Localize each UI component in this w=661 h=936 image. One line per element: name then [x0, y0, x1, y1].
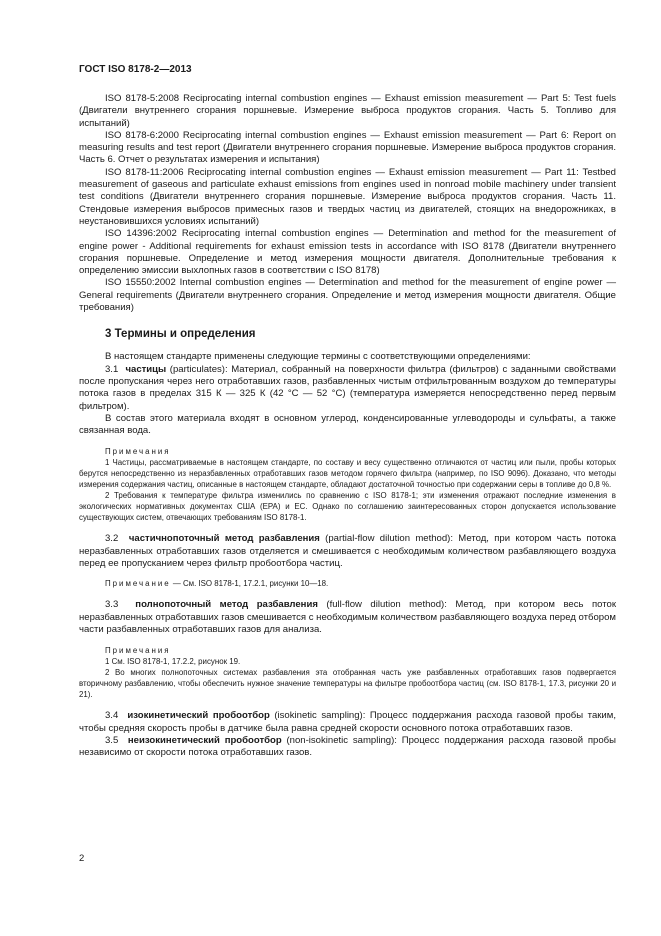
term-number: 3.5: [105, 734, 119, 746]
term-name: частицы: [125, 363, 167, 375]
term-number: 3.3: [105, 599, 119, 611]
term-name: изокинетический пробоотбор: [127, 710, 270, 722]
note-item: 1 См. ISO 8178-1, 17.2.2, рисунок 19.: [105, 657, 241, 667]
note-item: 2 Во многих полнопоточных системах разбавления эта отобранная часть уже разбавленных отработавших газов подвергается вторичному разбавлению, чтобы обеспечить нужное значение температуры на фильтре пробоотбора частиц (см. ISO 8178-1, 17.3, рисунки 20 и 21).: [79, 668, 616, 700]
term-3-5: [79, 735, 616, 760]
reference-item: ISO 8178-5:2008 Reciprocating internal combustion engines — Exhaust emission measurement — Part 5: Test fuels (Двигатели внутреннего сгорания поршневые. Измерение выброса продуктов сгорания. Часть 5. Топливо для испытаний): [79, 93, 616, 129]
page-number: 2: [79, 853, 85, 864]
notes-heading: Примечания: [105, 646, 171, 656]
term-3-1: [79, 364, 616, 413]
term-definition: (particulates): Материал, собранный на поверхности фильтра (фильтров) с заданными свойствами после пропускания через него отработавших газов, разбавленных чистым отфильтрованным воздухом до температуры потока газов в пределах 315 К — 325 К (42 °С — 52 °С) (температура измеряется непосредственно перед первым фильтром).: [79, 363, 616, 412]
note-3-2: [105, 578, 616, 589]
term-number: 3.1: [105, 363, 119, 375]
note-text: — См. ISO 8178-1, 17.2.1, рисунки 10—18.: [170, 579, 329, 589]
term-3-4: [79, 710, 616, 735]
note-heading: Примечание: [105, 579, 171, 589]
term-definition: (isokinetic sampling): Процесс поддержания расхода газовой пробы таким, чтобы средняя скорость пробы в датчике была равна средней скорости основного потока отработавших газов.: [79, 710, 616, 734]
reference-item: ISO 8178-11:2006 Reciprocating internal combustion engines — Exhaust emission measurement — Part 11: Testbed measurement of gaseous and particulate exhaust emissions from engines used in nonroad mobile machinery under transient test conditions (Двигатели внутреннего сгорания поршневые. Измерение выброса продуктов сгорания. Часть 11. Стендовые измерения выбросов примесных газов и твердых частиц из двигателей, стоящих на внедорожниках, в неустановившихся условиях испытаний): [79, 166, 616, 227]
term-name: неизокинетический пробоотбор: [127, 734, 282, 746]
term-number: 3.4: [105, 710, 119, 722]
notes-3-1: [79, 446, 616, 523]
section-intro: В настоящем стандарте применены следующие термины с соответствующими определениями:: [105, 351, 531, 363]
references-list: [79, 93, 616, 314]
term-3-3: [79, 599, 616, 636]
reference-item: ISO 15550:2002 Internal combustion engines — Determination and method for the measurement of engine power — General requirements (Двигатели внутреннего сгорания. Определение и метод измерения мощности двигателя. Общие требования): [79, 277, 616, 314]
notes-3-3: [79, 645, 616, 700]
section-title: 3 Термины и определения: [105, 328, 256, 341]
term-number: 3.2: [105, 533, 119, 545]
term-3-1-extra: В состав этого материала входят в основном углерод, конденсированные углеводороды и сульфаты, а также связанная вода.: [79, 412, 616, 437]
term-name: частичнопоточный метод разбавления: [128, 533, 320, 545]
document-page: [79, 64, 616, 759]
document-header: ГОСТ ISO 8178-2—2013: [79, 64, 192, 75]
note-item: 1 Частицы, рассматриваемые в настоящем стандарте, по составу и весу существенно отличаются от частиц или пыли, пробы которых берутся непосредственно из неразбавленных отработавших газов методом горячего фильтра (например, по ISO 9096). Доказано, что методы измерения содержания частиц, описанные в настоящем стандарте, обладают достаточной точностью при содержании серы в топливе до 0,8 %.: [79, 458, 616, 490]
term-3-2: [79, 533, 616, 570]
term-definition: (full-flow dilution method): Метод, при котором весь поток неразбавленных отработавших газов смешивается с необходимым количеством разбавляющего воздуха перед отбором части разбавленных отработавших газов для анализа.: [79, 599, 616, 635]
term-name: полнопоточный метод разбавления: [135, 599, 318, 611]
note-item: 2 Требования к температуре фильтра изменились по сравнению с ISO 8178-1; эти изменения отражают последние изменения в экологических нормативных документах США (EPA) и ЕС. Однако по соглашению заинтересованных сторон допускается использование существующих систем, отвечающих требованиям ISO 8178-1.: [79, 491, 616, 523]
reference-item: ISO 8178-6:2000 Reciprocating internal combustion engines — Exhaust emission measurement — Part 6: Report on measuring results and test report (Двигатели внутреннего сгорания поршневые. Измерение выброса продуктов сгорания. Часть 6. Отчет о результатах измерения и испытания): [79, 129, 616, 166]
term-definition: (partial-flow dilution method): Метод, при котором часть потока неразбавленных отработавших газов отделяется и смешивается с необходимым количеством разбавляющего воздуха перед ее пропусканием через фильтр пробоотбора частиц.: [79, 533, 617, 570]
notes-heading: Примечания: [105, 447, 171, 457]
reference-item: ISO 14396:2002 Reciprocating internal combustion engines — Determination and method for the measurement of engine power - Additional requirements for exhaust emission tests in accordance with ISO 8178 (Двигатели внутреннего сгорания поршневые. Определение и метод измерения мощности двигателя. Дополнительные требования к определению эмиссии выхлопных газов в соответствии с ISO 8178): [79, 228, 616, 277]
term-definition: (non-isokinetic sampling): Процесс поддержания расхода газовой пробы независимо от скорости потока отработавших газов.: [79, 734, 616, 759]
